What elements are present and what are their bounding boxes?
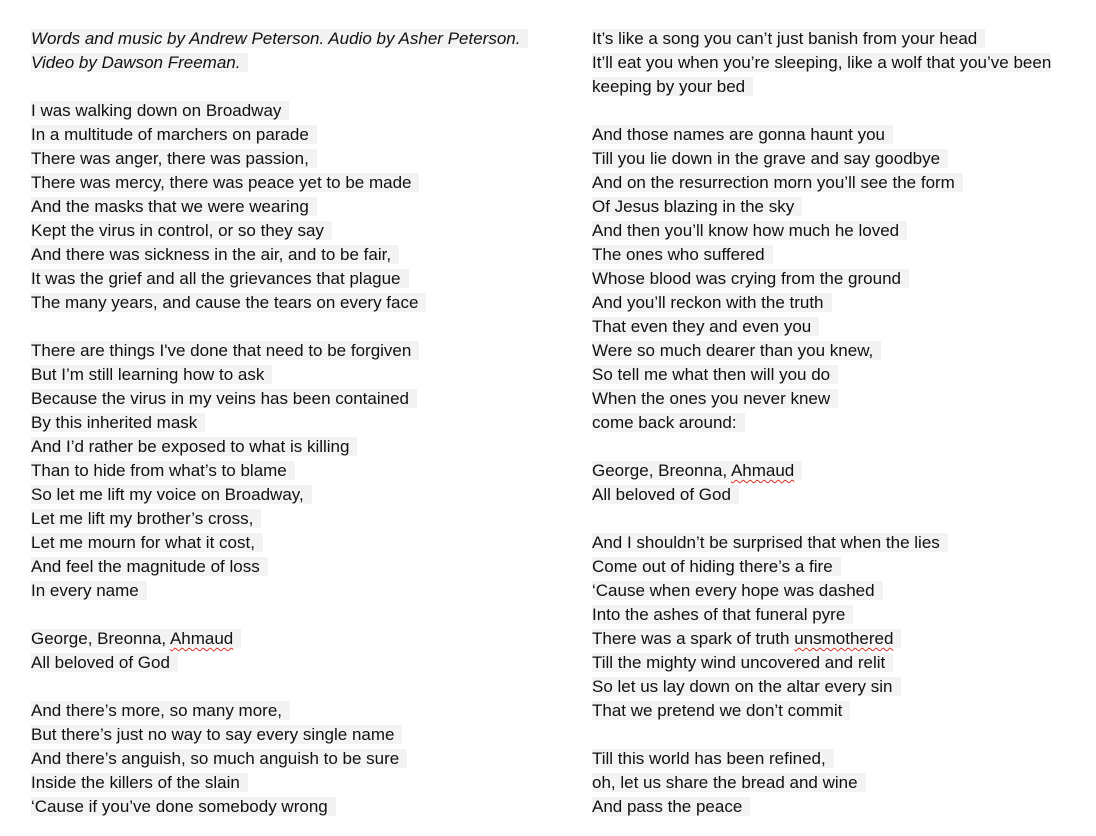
lyrics-left-column — [31, 27, 571, 819]
lyric-line: And pass the peace — [592, 795, 1088, 819]
stanza-break — [31, 315, 571, 339]
spellcheck-flagged-word[interactable]: Ahmaud — [730, 461, 795, 480]
lyric-line: Come out of hiding there’s a fire — [592, 555, 1088, 579]
lyric-line: And there was sickness in the air, and to be fair, — [31, 243, 571, 267]
lyric-line: Into the ashes of that funeral pyre — [592, 603, 1088, 627]
lyric-line: There was a spark of truth unsmothered — [592, 627, 1088, 651]
spellcheck-flagged-word[interactable]: unsmothered — [794, 629, 894, 648]
stanza-break — [31, 75, 571, 99]
lyric-line: Than to hide from what’s to blame — [31, 459, 571, 483]
lyric-line: And I shouldn’t be surprised that when the lies — [592, 531, 1088, 555]
lyric-line: When the ones you never knew — [592, 387, 1088, 411]
lyric-line: All beloved of God — [31, 651, 571, 675]
lyric-line: And there’s anguish, so much anguish to be sure — [31, 747, 571, 771]
spellcheck-flagged-word[interactable]: Ahmaud — [169, 629, 234, 648]
lyric-line: It’s like a song you can’t just banish from your head — [592, 27, 1088, 51]
lyric-line: In a multitude of marchers on parade — [31, 123, 571, 147]
lyric-line: Till you lie down in the grave and say goodbye — [592, 147, 1088, 171]
lyric-line: There was mercy, there was peace yet to be made — [31, 171, 571, 195]
lyric-line: It’ll eat you when you’re sleeping, like a wolf that you’ve been keeping by your bed — [592, 53, 1052, 96]
chorus-names-line: George, Breonna, Ahmaud — [592, 459, 1088, 483]
lyrics-right-column — [592, 27, 1088, 819]
credits-line: Video by Dawson Freeman. — [31, 51, 571, 75]
lyric-line: There was anger, there was passion, — [31, 147, 571, 171]
lyric-line: Let me lift my brother’s cross, — [31, 507, 571, 531]
lyric-line: By this inherited mask — [31, 411, 571, 435]
lyric-line: In every name — [31, 579, 571, 603]
lyric-line: That even they and even you — [592, 315, 1088, 339]
lyric-line: And there’s more, so many more, — [31, 699, 571, 723]
lyric-line: So let me lift my voice on Broadway, — [31, 483, 571, 507]
lyric-line: And then you’ll know how much he loved — [592, 219, 1088, 243]
lyric-line: I was walking down on Broadway — [31, 99, 571, 123]
stanza-break — [31, 675, 571, 699]
lyric-line: ‘Cause if you’ve done somebody wrong — [31, 795, 571, 819]
lyric-line: Till the mighty wind uncovered and relit — [592, 651, 1088, 675]
lyric-line: And feel the magnitude of loss — [31, 555, 571, 579]
stanza-break — [592, 507, 1088, 531]
lyric-line: All beloved of God — [592, 483, 1088, 507]
lyric-line: ‘Cause when every hope was dashed — [592, 579, 1088, 603]
lyric-line: The many years, and cause the tears on every face — [31, 291, 571, 315]
lyric-line: Of Jesus blazing in the sky — [592, 195, 1088, 219]
lyric-line: Inside the killers of the slain — [31, 771, 571, 795]
lyric-line: It was the grief and all the grievances that plague — [31, 267, 571, 291]
lyric-line: But there’s just no way to say every single name — [31, 723, 571, 747]
lyric-line: So let us lay down on the altar every sin — [592, 675, 1088, 699]
lyric-line: Till this world has been refined, — [592, 747, 1088, 771]
lyric-line: And you’ll reckon with the truth — [592, 291, 1088, 315]
lyric-line: But I’m still learning how to ask — [31, 363, 571, 387]
lyric-line: come back around: — [592, 411, 1088, 435]
lyric-line: Let me mourn for what it cost, — [31, 531, 571, 555]
lyric-line: That we pretend we don’t commit — [592, 699, 1088, 723]
lyric-line: oh, let us share the bread and wine — [592, 771, 1088, 795]
stanza-break — [31, 603, 571, 627]
stanza-break — [592, 723, 1088, 747]
chorus-names-line: George, Breonna, Ahmaud — [31, 627, 571, 651]
lyric-line: There are things I've done that need to be forgiven — [31, 339, 571, 363]
lyric-line: And the masks that we were wearing — [31, 195, 571, 219]
lyric-line: So tell me what then will you do — [592, 363, 1088, 387]
lyric-line: Were so much dearer than you knew, — [592, 339, 1088, 363]
lyric-line: And I’d rather be exposed to what is killing — [31, 435, 571, 459]
credits-line: Words and music by Andrew Peterson. Audio by Asher Peterson. — [31, 27, 571, 51]
lyric-line: The ones who suffered — [592, 243, 1088, 267]
lyric-line: Kept the virus in control, or so they say — [31, 219, 571, 243]
stanza-break — [592, 99, 1088, 123]
stanza-break — [592, 435, 1088, 459]
lyric-line: Whose blood was crying from the ground — [592, 267, 1088, 291]
lyric-line: Because the virus in my veins has been contained — [31, 387, 571, 411]
lyric-line: And those names are gonna haunt you — [592, 123, 1088, 147]
lyric-line: And on the resurrection morn you’ll see the form — [592, 171, 1088, 195]
